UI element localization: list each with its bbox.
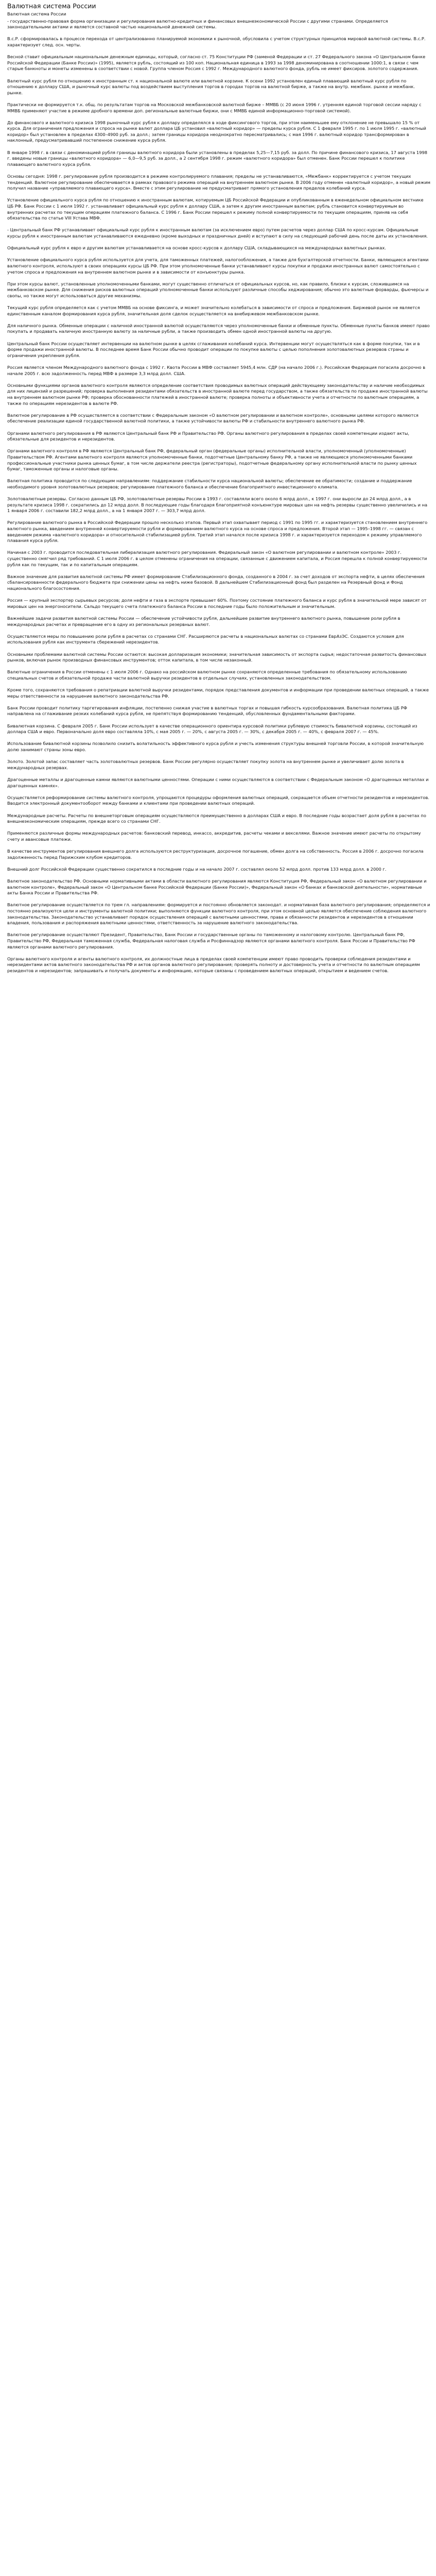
paragraph: До финансового и валютного кризиса 1998 рыночный курс рубля к доллару определялся в ходе фиксингового торгов, при этом наименьшее ему отклонение не превышало 15 % от курса. Для ограничения предложения и спроса на рынке валют доллара ЦБ установил «валютный коридор» — пределы курса рубля. С 1 февраля 1995 г. по 1 июля 1995 г. «валютный коридор» был установлен в пределах 4300–4900 руб. за долл.; затем границы коридора неоднократно пересматривались; с мая 1996 г. валютный коридор трансформирован в наклонный, предусматривавший постепенное снижение курса рубля. [7,120,426,143]
paragraph: Банк России проводит политику таргетирования инфляции, постепенно снижая участие в валютных торгах и повышая гибкость курсообразования. Валютная политика ЦБ РФ направлена на сглаживание резких колебаний курса рубля, не препятствуя формированию тенденций, обусловленных фундаментальными факторами. [7,705,407,717]
paragraph: - государственно-правовая форма организации и регулирования валютно-кредитных и финансовых внешнеэкономической России с другими странами. Определяется законодательными актами и является составной частью национальной денежной системы. [7,18,388,30]
paragraph: - Центральный банк РФ устанавливает официальный курс рубля к иностранным валютам (за исключением евро) путем расчетов через доллар США по кросс-курсам. Официальные курсы рубля к иностранным валютам устанавливаются ежедневно (кроме выходных и праздничных дней) и вступают в силу на следующий рабочий день после даты их установления. [7,227,428,239]
paragraph: Валютное законодательство РФ. Основными нормативными актами в области валютного регулирования являются Конституция РФ, Федеральный закон «О валютном регулировании и валютном контроле», Федеральный закон «О Центральном банке Российской Федерации (Банке России)», Федеральный закон «О банках и банковской деятельности», нормативные акты Банка России и Правительства РФ. [7,878,427,896]
paragraph: Основы сегодня: 1998 г. регулирование рубля производится в режиме контролируемого плавания; пределы не устанавливаются, «Межбанк» корректируется с учетом текущих тенденций. Валютное регулирование обеспечивается в рамках правового режима операций на внутреннем валютном рынке. В 2006 году отменен «валютный коридор», а новый режим получил название «управляемого плавающего курса». Вместе с этим регулирование не предусматривает прямого установления пределов колебаний курса. [7,174,431,191]
paragraph: Для наличного рынка. Обменные операции с наличной иностранной валютой осуществляются через уполномоченные банки и обменные пункты. Обменные пункты банков имеют право покупать и продавать наличную иностранную валюту за наличные рубли, а также производить обмен одной иностранной валюты на другую. [7,323,430,334]
paragraph: Внешний долг Российской Федерации существенно сократился в последние годы и на начало 2007 г. составлял около 52 млрд долл. против 133 млрд долл. в 2000 г. [7,866,387,872]
paragraph: Осуществляются меры по повышению роли рубля в расчетах со странами СНГ. Расширяются расчеты в национальных валютах со странами ЕврАзЭС. Создаются условия для использования рубля как инструмента сбережений нерезидентов. [7,633,404,645]
paragraph: В качестве инструментов регулирования внешнего долга используются реструктуризация, досрочное погашение, обмен долга на собственность. Россия в 2006 г. досрочно погасила задолженность перед Парижским клубом кредиторов. [7,849,424,860]
paragraph: Текущий курс рубля определяется как с учетом ММВБ на основе фиксинга, и может значительно колебаться в зависимости от спроса и предложения. Биржевой рынок не является единственным каналом формирования курса рубля, значительная доля сделок осуществляется на внебиржевом межбанковском рынке. [7,305,420,316]
paragraph: Золотовалютные резервы. Согласно данным ЦБ РФ, золотовалютные резервы России в 1993 г. составляли всего около 6 млрд долл., к 1997 г. они выросли до 24 млрд долл., а в результате кризиса 1998 г. сократились до 12 млрд долл. В последующие годы благодаря благоприятной конъюнктуре мировых цен на нефть резервы существенно увеличились и на 1 января 2006 г. составили 182,2 млрд долл., а на 1 января 2007 г. — 303,7 млрд долл. [7,496,428,514]
paragraph: Органы валютного контроля и агенты валютного контроля, их должностные лица в пределах своей компетенции имеют право проводить проверки соблюдения резидентами и нерезидентами актов валютного законодательства РФ и актов органов валютного регулирования; проверять полноту и достоверность учета и отчетности по валютным операциям резидентов и нерезидентов; запрашивать и получать документы и информацию, которые связаны с проведением валютных операций, открытием и ведением счетов. [7,956,420,973]
paragraph: Важнейшие задачи развития валютной системы России — обеспечение устойчивости рубля, дальнейшее развитие внутреннего валютного рынка, повышение роли рубля в международных расчетах и превращение его в одну из региональных резервных валют. [7,615,400,627]
paragraph: Практически не формируется т.к. общ. по результатам торгов на Московской межбанковской валютной бирже – ММВБ (с 20 июня 1996 г. утренняя единой торговой сессии наряду с ММВБ применяют участие в режиме дробного времени доп. региональные валютные биржи, они с ММВБ единой информационно-торговой системой). [7,101,422,113]
document-subtitle: Валютная система России [7,11,66,16]
paragraph: Валютные ограничения в России отменены с 1 июля 2006 г. Однако на российском валютном рынке сохраняются определенные требования по обязательному использованию специальных счетов и обязательной продаже части валютной выручки резидентов в отдельных случаях, установленных законодательством. [7,669,407,681]
paragraph: Установление официального курса рубля по отношению к иностранным валютам, котируемым ЦБ Российской Федерации и опубликованным в еженедельном официальном вестнике ЦБ РФ. Банк России с 1 июля 1992 г. устанавливает официальный курс рубля к доллару США, а затем к другим иностранным валютам; рубль становится конвертируемым во внутренних расчетах по текущим операциям платежного баланса. С 1996 г. Банк России перешел к режиму полной конвертируемости по текущим операциям, приняв на себя обязательства по статье VIII Устава МВФ. [7,197,424,221]
paragraph: Органами валютного контроля в РФ являются Центральный банк РФ, федеральный орган (федеральные органы) исполнительной власти, уполномоченный (уполномоченные) Правительством РФ. Агентами валютного контроля являются уполномоченные банки, подотчетные Центральному банку РФ, а также не являющиеся уполномоченными банками профессиональные участники рынка ценных бумаг, в том числе держатели реестра (регистраторы), подотчетные федеральному органу исполнительной власти по рынку ценных бумаг, таможенные органы и налоговые органы. [7,448,417,472]
paragraph: Бивалютная корзина. С февраля 2005 г. Банк России использует в качестве операционного ориентира курсовой политики рублевую стоимость бивалютной корзины, состоящей из доллара США и евро. Первоначально доля евро составляла 10%, с мая 2005 г. — 20%, с августа 2005 г. — 30%, с декабря 2005 г. — 40%, с февраля 2007 г. — 45%. [7,723,417,735]
paragraph: Весной ставит официальным национальным денежным единицы, который, согласно ст. 75 Конституции РФ (заменой Федерации и ст. 27 Федерального закона «О Центральном банке Российской Федерации (Банке России)» (1995), является рубль, состоящий из 100 коп. Национальная единица в 1993 за 1998 деноминирована в соотношении 1000:1, в связи с чем старые банкноты и монеты изменены в соответствии с новой. Группа членом Россия с 1992 г. Международного валютного фонда, рубль не имеет фиксиров. золотого содержания. [7,54,426,72]
paragraph: Валютное регулирование в РФ осуществляется в соответствии с Федеральным законом «О валютном регулировании и валютном контроле», основными целями которого являются обеспечение реализации единой государственной валютной политики, а также устойчивости валюты РФ и стабильности внутреннего валютного рынка РФ. [7,412,418,424]
paragraph: Валютное регулирование осуществляется по трем гл. направлениям: формируется и постоянно обновляется законодат. и нормативная база валютного регулирования; определяются и постоянно реализуются цели и инструменты валютной политики; выполняются функции валютного контроля, при этом основной целью является обеспечение соблюдения валютного законодательства. Законодательство устанавливает порядок осуществления операций с валютными ценностями, права и обязанности резидентов и нерезидентов в отношении владения, пользования и распоряжения валютными ценностями, ответственность за нарушение валютного законодательства. [7,902,430,926]
paragraph: Официальный курс рубля к евро и другим валютам устанавливается на основе кросс-курсов к доллару США, складывающихся на международных валютных рынках. [7,245,386,251]
paragraph: Органами валютного регулирования в РФ являются Центральный банк РФ и Правительство РФ. Органы валютного регулирования в пределах своей компетенции издают акты, обязательные для резидентов и нерезидентов. [7,430,410,442]
document-body [7,19,431,974]
paragraph: Золото. Золотой запас составляет часть золотовалютных резервов. Банк России регулярно осуществляет покупку золота на внутреннем рынке и увеличивает долю золота в международных резервах. [7,759,404,770]
paragraph: Драгоценные металлы и драгоценные камни являются валютными ценностями. Операции с ними осуществляются в соответствии с Федеральным законом «О драгоценных металлах и драгоценных камнях». [7,777,429,788]
paragraph: Важное значение для развития валютной системы РФ имеет формирование Стабилизационного фонда, созданного в 2004 г. за счет доходов от экспорта нефти, в целях обеспечения сбалансированности федерального бюджета при снижении цены на нефть ниже базовой. В дальнейшем Стабилизационный фонд был разделен на Резервный фонд и Фонд национального благосостояния. [7,573,425,591]
paragraph: При этом курсы валют, установленные уполномоченными банками, могут существенно отличаться от официальных курсов, но, как правило, близки к курсам, сложившимся на межбанковском рынке. Для снижения рисков валютных операций уполномоченные банки используют различные способы хеджирования; обычно это валютные форварды, фьючерсы и свопы, но также могут использоваться другие механизмы. [7,281,429,298]
paragraph: Кроме того, сохраняются требования о репатриации валютной выручки резидентами, порядок представления документов и информации при проведении валютных операций, а также меры ответственности за нарушение валютного законодательства РФ. [7,687,429,699]
paragraph: В.с.Р. сформировалась в процессе перехода от централизованно планируемой экономики к рыночной, обусловила с учетом структурных принципов мировой валютной системы. В.с.Р. характеризует след. осн. черты. [7,36,426,47]
paragraph: Валютное регулирование осуществляют Президент, Правительство, Банк России и государственные органы по таможенному и налоговому контролю. Центральный банк РФ, Правительство РФ, Федеральная таможенная служба, Федеральная налоговая служба и Росфиннадзор являются органами валютного контроля. Банк России и Правительство РФ являются органами валютного регулирования. [7,932,415,950]
paragraph: Использование бивалютной корзины позволило снизить волатильность эффективного курса рубля и учесть изменения структуры внешней торговли России, в которой значительную долю занимают страны зоны евро. [7,741,424,753]
paragraph: В январе 1998 г. в связи с деноминацией рубля границы валютного коридора были установлены в пределах 5,25—7,15 руб. за долл. По причине финансового кризиса, 17 августа 1998 г. введены новые границы «валютного коридора» — 6,0—9,5 руб. за долл., а 2 сентября 1998 г. режим «валютного коридора» был отменен. Банк России перешел к политике плавающего валютного курса рубля. [7,149,428,167]
document-title: Валютная система России [7,2,96,10]
paragraph: Россия является членом Международного валютного фонда с 1992 г. Квота России в МВФ составляет 5945,4 млн. СДР (на начало 2006 г.). Российская Федерация погасила досрочно в начале 2005 г. всю задолженность перед МВФ в размере 3,3 млрд долл. США. [7,365,426,376]
paragraph: Осуществляется реформирование системы валютного контроля, упрощаются процедуры оформления валютных операций, сокращается объем отчетности резидентов и нерезидентов. Вводится электронный документооборот между банками и клиентами при проведении валютных операций. [7,794,429,806]
paragraph: Начиная с 2003 г. проводится последовательная либерализация валютного регулирования. Федеральный закон «О валютном регулировании и валютном контроле» 2003 г. существенно смягчил ряд требований. С 1 июля 2006 г. в целом отменены ограничения на операции, связанные с движением капитала, и Россия перешла к полной конвертируемости рубля как по текущим, так и по капитальным операциям. [7,550,427,567]
document [0,0,436,974]
paragraph: Установление официального курса рубля используется для учета, для таможенных платежей, налогообложения, а также для бухгалтерской отчетности. Банки, являющиеся агентами валютного контроля, используют в своих операциях курсы ЦБ РФ. При этом уполномоченные банки устанавливают курсы покупки и продажи иностранных валют самостоятельно с учетом спроса и предложения на внутреннем валютном рынке и в зависимости от конъюнктуры рынка. [7,257,429,275]
paragraph: Центральный банк России осуществляет интервенции на валютном рынке в целях сглаживания колебаний курса. Интервенции могут осуществляться как в форме покупки, так и в форме продажи иностранной валюты. В последнее время Банк России обычно проводит операции по покупке валюты с целью пополнения золотовалютных резервов страны и ограничения укрепления рубля. [7,341,420,358]
paragraph: Регулирование валютного рынка в Российской Федерации прошло несколько этапов. Первый этап охватывает период с 1991 по 1995 гг. и характеризуется становлением внутреннего валютного рынка, введением внутренней конвертируемости рубля и формированием валютного курса на основе спроса и предложения. Второй этап — 1995–1998 гг. — связан с введением режима «валютного коридора» и относительной стабилизацией рубля. Третий этап начался после кризиса 1998 г. и характеризуется переходом к режиму управляемого плавания курса рубля. [7,520,428,544]
paragraph: Применяются различные формы международных расчетов: банковский перевод, инкассо, аккредитив, расчеты чеками и векселями. Важное значение имеют расчеты по открытому счету и авансовые платежи. [7,831,421,842]
paragraph: Основными функциями органов валютного контроля являются определение соответствия проводимых валютных операций действующему законодательству и наличие необходимых для них лицензий и разрешений; проверка выполнения резидентами обязательств в иностранной валюте перед государством, а также обязательств по продаже иностранной валюты на внутреннем валютном рынке РФ; проверка обоснованности платежей в иностранной валюте; проверка полноты и объективности учета и отчетности по валютным операциям, а также по операциям нерезидентов в валюте РФ. [7,382,428,406]
paragraph: Международные расчеты. Расчеты по внешнеторговым операциям осуществляются преимущественно в долларах США и евро. В последние годы возрастает доля рубля в расчетах по внешнеэкономическим операциям, прежде всего со странами СНГ. [7,812,426,824]
paragraph: Валютный курс рубля по отношению к иностранным ст. к национальной валюте или валютной корзине. К осени 1992 установлен единый плавающий валютный курс рубля по отношению к доллару США, и рыночный курс валюты под воздействием выступления торгов в городах торгов на валютной бирже, а также на внутр. межбанк. рынке и межбанк. рынке. [7,78,415,95]
paragraph: Россия — крупный экспортер сырьевых ресурсов; доля нефти и газа в экспорте превышает 60%. Поэтому состояние платежного баланса и курс рубля в значительной мере зависят от мировых цен на энергоносители. Сальдо текущего счета платежного баланса России в последние годы было положительным и значительным. [7,598,427,609]
paragraph: Основными проблемами валютной системы России остаются: высокая долларизация экономики; значительная зависимость от экспорта сырья; недостаточная развитость финансовых рынков, включая рынок производных финансовых инструментов; отток капитала, в том числе незаконный. [7,651,427,663]
paragraph: Валютная политика проводится по следующим направлениям: поддержание стабильности курса национальной валюты; обеспечение ее обратимости; создание и поддержание необходимого уровня золотовалютных резервов; регулирование платежного баланса и обеспечение благоприятного инвестиционного климата. [7,478,412,489]
